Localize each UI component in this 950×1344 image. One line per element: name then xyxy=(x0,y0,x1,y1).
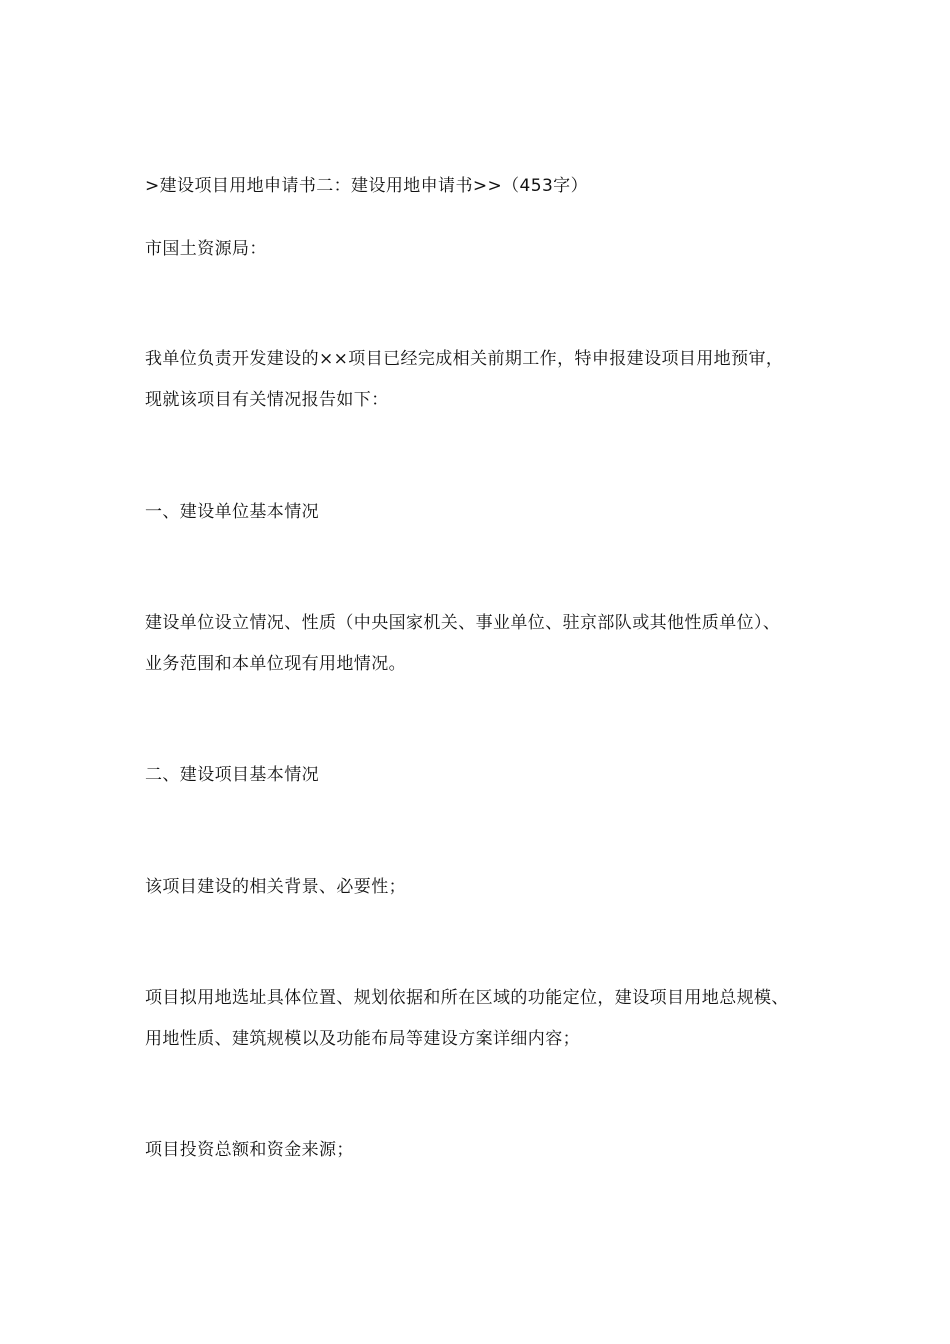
section2-item2-line-1: 项目拟用地选址具体位置、规划依据和所在区域的功能定位，建设项目用地总规模、 xyxy=(145,988,789,1008)
intro-line-2: 现就该项目有关情况报告如下： xyxy=(145,390,389,410)
section2-item2-line-2: 用地性质、建筑规模以及功能布局等建设方案详细内容； xyxy=(145,1029,580,1049)
section2-item1: 该项目建设的相关背景、必要性； xyxy=(145,877,406,897)
section2-item3: 项目投资总额和资金来源； xyxy=(145,1140,354,1160)
section2-heading: 二、建设项目基本情况 xyxy=(145,765,319,785)
salutation: 市国土资源局： xyxy=(145,239,267,259)
document-title: >建设项目用地申请书二：建设用地申请书>>（453字） xyxy=(145,176,588,196)
section1-body-line-2: 业务范围和本单位现有用地情况。 xyxy=(145,654,406,674)
section1-body-line-1: 建设单位设立情况、性质（中央国家机关、事业单位、驻京部队或其他性质单位）、 xyxy=(145,613,781,633)
intro-line-1: 我单位负责开发建设的××项目已经完成相关前期工作，特申报建设项目用地预审， xyxy=(145,349,784,369)
section1-heading: 一、建设单位基本情况 xyxy=(145,502,319,522)
